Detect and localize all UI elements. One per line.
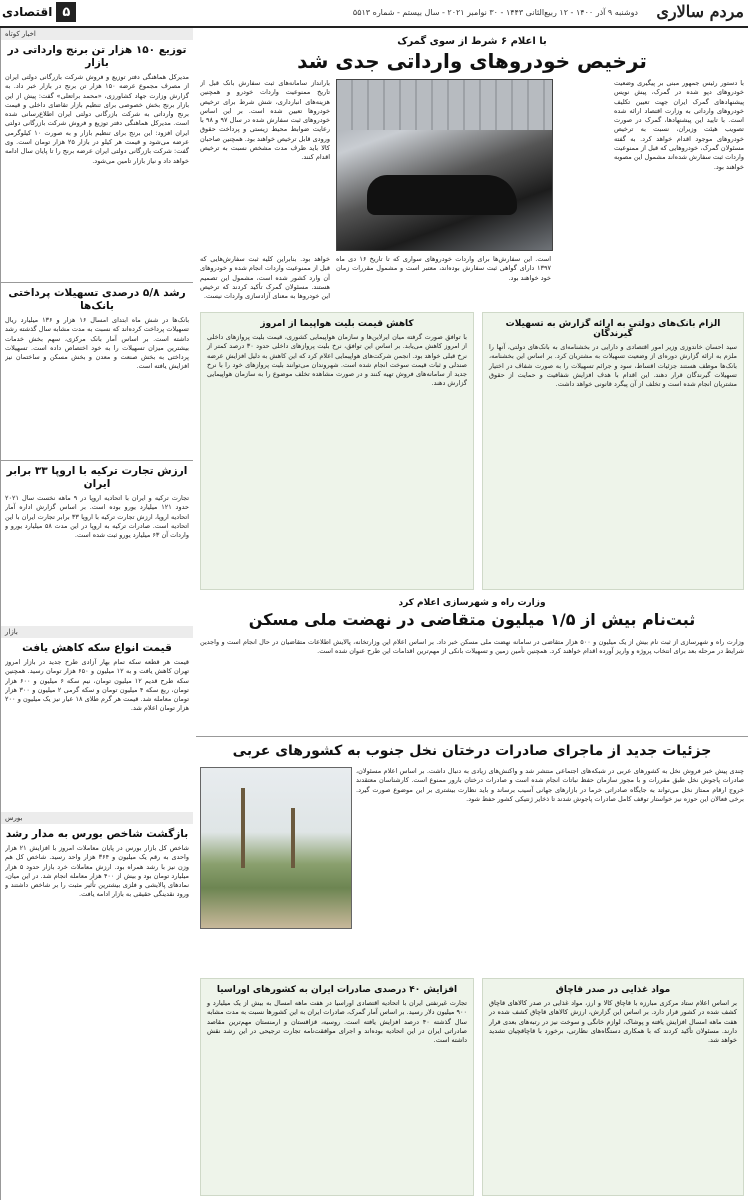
article-body: قیمت هر قطعه سکه تمام بهار آزادی طرح جدید در بازار امروز تهران کاهش یافت و به ۱۲ میلیون و ۶۵۰ هزار تومان رسید. همچنین سکه طرح قدیم ۱۲ میلیون تومان، نیم سکه ۶ میلیون و ۶۰۰ هزار تومان، ربع سکه ۴ میلیون تومان و سکه گرمی ۲ میلیون و ۳۰۰ هزار تومان معامله شد. قیمت هر گرم طلای ۱۸ عیار نیز یک میلیون و ۲۰۰ هزار تومان اعلام شد. (5, 658, 189, 713)
palm-body: چندی پیش خبر فروش نخل به کشورهای عربی در شبکه‌های اجتماعی منتشر شد و واکنش‌های زیادی به دنبال داشت. بر اساس اعلام مسئولان، صادرات پاجوش نخل طبق مقررات و با مجوز سازمان حفظ نباتات انجام شده است و صادرات درختان بارور ممنوع است. کارشناسان معتقدند خروج ارقام ممتاز نخل می‌تواند به جایگاه صادراتی خرما در بازارهای جهانی آسیب برساند و باید نظارت بیشتری بر این موضوع صورت گیرد. برخی فعالان این حوزه نیز خواستار توقف کامل صادرات پاجوش شدند تا ذخایر ژنتیکی کشور حفظ شود. (356, 767, 744, 803)
lead-column-c: خواهد بود. بنابراین کلیه ثبت سفارش‌هایی که قبل از ممنوعیت واردات انجام شده و خودروهای آن وارد کشور شده است، مشمول این تصمیم هستند. مسئولان گمرک تأکید کردند که ترخیص این خودروها به معنای آزادسازی واردات نیست. (200, 255, 330, 301)
box-title[interactable]: مواد غذایی در صدر قاچاق (555, 985, 671, 995)
page-number: ۵ (56, 2, 76, 22)
palm-trees-photo (200, 767, 352, 929)
article-title[interactable]: قیمت انواع سکه کاهش یافت (22, 642, 172, 654)
housing-headline[interactable]: ثبت‌نام بیش از ۱/۵ میلیون متقاضی در نهضت ملی مسکن (248, 610, 696, 629)
palm-export-story (196, 736, 748, 977)
article-title[interactable]: توزیع ۱۵۰ هزار تن برنج وارداتی در بازار (7, 44, 187, 69)
main-news-area (196, 28, 748, 1200)
housing-story (196, 594, 748, 734)
category-label: بازار (1, 626, 193, 638)
article-body: تجارت ترکیه و ایران با اتحادیه اروپا در ۹ ماهه نخست سال ۲۰۲۱ حدود ۱۲۱ میلیارد یورو بوده است. بر اساس گزارش اداره آمار اتحادیه اروپا، ارزش تجارت ترکیه با اروپا ۳۳ برابر تجارت ایران با این اتحادیه است. صادرات ترکیه به اروپا در این مدت ۵۸ میلیارد یورو و واردات آن ۶۳ میلیارد یورو ثبت شده است. (5, 494, 189, 540)
article-title[interactable]: بازگشت شاخص بورس به مدار رشد (5, 828, 189, 840)
palm-trunk-shape (241, 788, 245, 868)
page-header (0, 0, 748, 28)
box-title[interactable]: کاهش قیمت بلیت هواپیما از امروز (260, 319, 414, 329)
article-body: شاخص کل بازار بورس در پایان معاملات امروز با افزایش ۲۱ هزار واحدی به رقم یک میلیون و ۳۶۴ هزار واحد رسید. شاخص کل هم وزن نیز با رشد همراه بود. ارزش معاملات خرد بازار حدود ۵ هزار میلیارد تومان بود و بیش از ۴۰۰ هزار معامله انجام شد. در این میان، نمادهای پالایشی و فلزی بیشترین تأثیر مثبت را بر شاخص داشتند و ورود نقدینگی حقیقی به بازار ادامه یافت. (5, 844, 189, 899)
box-body: تجارت غیرنفتی ایران با اتحادیه اقتصادی اوراسیا در هفت ماهه امسال به بیش از یک میلیارد و ۹۰۰ میلیون دلار رسید. بر اساس آمار گمرک، صادرات ایران به این کشورها نسبت به مدت مشابه سال گذشته ۴۰ درصد افزایش یافته است. روسیه، قزاقستان و ارمنستان مهم‌ترین مقاصد صادراتی ایران در این اتحادیه بوده‌اند و اجرای موافقت‌نامه تجارت ترجیحی در این رشد نقش داشته است. (207, 999, 467, 1045)
box-food-smuggling (482, 978, 744, 1196)
palm-trunk-shape (291, 808, 295, 868)
housing-kicker: وزارت راه و شهرسازی اعلام کرد (398, 598, 546, 608)
palm-headline[interactable]: جزئیات جدید از ماجرای صادرات درختان نخل جنوب به کشورهای عربی (232, 743, 712, 759)
lead-column-d: است. این سفارش‌ها برای واردات خودروهای سواری که تا تاریخ ۱۶ دی ماه ۱۳۹۷ دارای گواهی ثبت سفارش بوده‌اند، معتبر است و مشمول مقررات زمان خود خواهند بود. (336, 255, 551, 282)
car-shape (367, 175, 517, 215)
box-flight-tickets (200, 312, 474, 590)
housing-body: وزارت راه و شهرسازی از ثبت نام بیش از یک میلیون و ۵۰۰ هزار متقاضی در سامانه نهضت ملی مسکن خبر داد. بر اساس اعلام این وزارتخانه، پالایش اطلاعات متقاضیان در حال انجام است و واجدین شرایط در مرحله بعد برای انتخاب پروژه و واریز آورده اقدام خواهند کرد. همچنین تأمین زمین و تسهیلات بانکی از مهم‌ترین اقدامات این طرح عنوان شده است. (200, 638, 744, 656)
box-title[interactable]: الزام بانک‌های دولتی به ارائه گزارش به تسهیلات گیرندگان (505, 319, 721, 339)
article-title[interactable]: ارزش تجارت ترکیه با اروپا ۳۳ برابر ایران (6, 465, 188, 490)
section-name: اقتصادی (2, 5, 53, 19)
box-bank-loans (482, 312, 744, 590)
article-body: بانک‌ها در شش ماه ابتدای امسال ۱۶ هزار و ۱۳۶ میلیارد ریال تسهیلات پرداخت کرده‌اند که نسبت به مدت مشابه سال گذشته رشد داشته است. بر اساس آمار بانک مرکزی، سهم بخش خدمات بیشترین میزان تسهیلات را به خود اختصاص داده است. تسهیلات پرداختی به بخش صنعت و معدن و بخش مسکن و ساختمان نیز افزایش یافته است. (5, 316, 189, 371)
lead-headline[interactable]: ترخیص خودروهای وارداتی جدی شد (297, 49, 647, 73)
lead-kicker: با اعلام ۶ شرط از سوی گمرک (397, 36, 547, 47)
box-body: بر اساس اعلام ستاد مرکزی مبارزه با قاچاق کالا و ارز، مواد غذایی در صدر کالاهای قاچاق کشف شده در کشور قرار دارد. بر اساس این گزارش، ارزش کالاهای قاچاق کشف شده در هفت ماهه امسال افزایش یافته و پوشاک، لوازم خانگی و سوخت نیز در رتبه‌های بعدی قرار دارند. مسئولان تأکید کردند که با همکاری دستگاه‌های نظارتی، برخورد با قاچاقچیان تشدید خواهد شد. (489, 999, 737, 1045)
box-body: با توافق صورت گرفته میان ایرلاین‌ها و سازمان هواپیمایی کشوری، قیمت بلیت پروازهای داخلی از امروز کاهش می‌یابد. بر اساس این توافق، نرخ بلیت پروازهای داخلی حدود ۳۰ درصد کمتر از نرخ قبلی خواهد بود. انجمن شرکت‌های هواپیمایی اعلام کرد که این کاهش به دلیل افزایش عرضه صندلی و ثبات قیمت سوخت انجام شده است. شهروندان می‌توانند بلیت پروازهای خود را با نرخ جدید از سامانه‌های فروش تهیه کنند و در صورت مشاهده تخلف موضوع را به سازمان هواپیمایی گزارش دهند. (207, 333, 467, 388)
box-title[interactable]: افزایش ۴۰ درصدی صادرات ایران به کشورهای اوراسیا (216, 985, 458, 995)
article-body: مدیرکل هماهنگی دفتر توزیع و فروش شرکت بازرگانی دولتی ایران از مصرف مجموع عرضه ۱۵۰ هزار تن برنج در بازار خبر داد. به گزارش وزارت جهاد کشاورزی، «محمد براتعلی» گفت: پیش از این بازار برنج بخش خصوصی برای تنظیم بازار تقاضای داخلی و قیمت برنج وارداتی به شرکت بازرگانی دولتی ایران اطلاع‌رسانی شده است. مدیرکل هماهنگی دفتر توزیع و فروش شرکت بازرگانی دولتی ایران افزود: این برنج برای تنظیم بازار و به صورت ۱۰ کیلوگرمی عرضه می‌شود و قیمت هر کیلو در بازار ۲۵ هزار تومان است. وی گفت: شرکت بازرگانی دولتی ایران عرضه برنج را تا پایان سال ادامه خواهد داد و نیاز بازار تامین می‌شود. (5, 73, 189, 165)
category-label: بورس (1, 812, 193, 824)
article-title[interactable]: رشد ۵/۸ درصدی تسهیلات پرداختی بانک‌ها (8, 287, 186, 312)
lead-column-b: بارانداز سامانه‌های ثبت سفارش بانک قبل از تاریخ ممنوعیت واردات خودرو و همچنین هزینه‌های انبارداری، شش شرط برای ترخیص خودروها تعیین شده است. بر این اساس خودروهای ثبت سفارش شده در سال ۹۷ و ۹۸ با رعایت ضوابط محیط زیستی و پرداخت حقوق ورودی قابل ترخیص خواهند بود. همچنین صاحبان کالا باید ظرف مدت مشخص نسبت به ترخیص اقدام کنند. (200, 79, 330, 162)
lead-column-a: با دستور رئیس جمهور مبنی بر پیگیری وضعیت خودروهای دپو شده در گمرک، پیش نویس پیشنهادهای گمرک ایران جهت تعیین تکلیف خودروهای وارداتی به وزارت اقتصاد ارائه شده است. با تایید این پیشنهادها، گمرک در صورت تصویب هیئت وزیران، نسبت به ترخیص خودروهای موجود اقدام خواهد کرد. به گفته مسئولان گمرک، خودروهایی که قبل از ممنوعیت واردات ثبت سفارش شده‌اند مشمول این مصوبه خواهند بود. (614, 79, 744, 171)
ship-deck-shape (337, 80, 552, 130)
divider (1, 282, 193, 283)
bottom-boxed-stories (196, 978, 748, 1200)
left-news-column (0, 28, 193, 1200)
masthead: مردم سالاری (656, 2, 744, 21)
box-body: سید احسان خاندوزی وزیر امور اقتصادی و دارایی در بخشنامه‌ای به بانک‌های دولتی، آنها را ملزم به ارائه گزارش دوره‌ای از وضعیت تسهیلات به مشتریان کرد. بر اساس این بخشنامه، بانک‌ها موظف هستند جزئیات اقساط، سود و جرائم تسهیلات را به صورت شفاف در اختیار تسهیلات گیرندگان قرار دهند. این اقدام با هدف افزایش شفافیت و حمایت از حقوق مشتریان انجام شده است و تخلف از آن پیگرد قانونی خواهد داشت. (489, 343, 737, 389)
imported-cars-photo (336, 79, 553, 251)
category-label: اخبار کوتاه (1, 28, 193, 40)
lead-story (196, 36, 748, 311)
box-eurasia-exports (200, 978, 474, 1196)
boxed-stories (196, 312, 748, 592)
section-tag (2, 2, 76, 22)
dateline: دوشنبه ۹ آذر ۱۴۰۰ - ۱۲ ربیع‌الثانی ۱۴۴۳ - ۳۰ نوامبر ۲۰۲۱ - سال بیستم - شماره ۵۵۱۳ (352, 8, 638, 17)
divider (1, 460, 193, 461)
